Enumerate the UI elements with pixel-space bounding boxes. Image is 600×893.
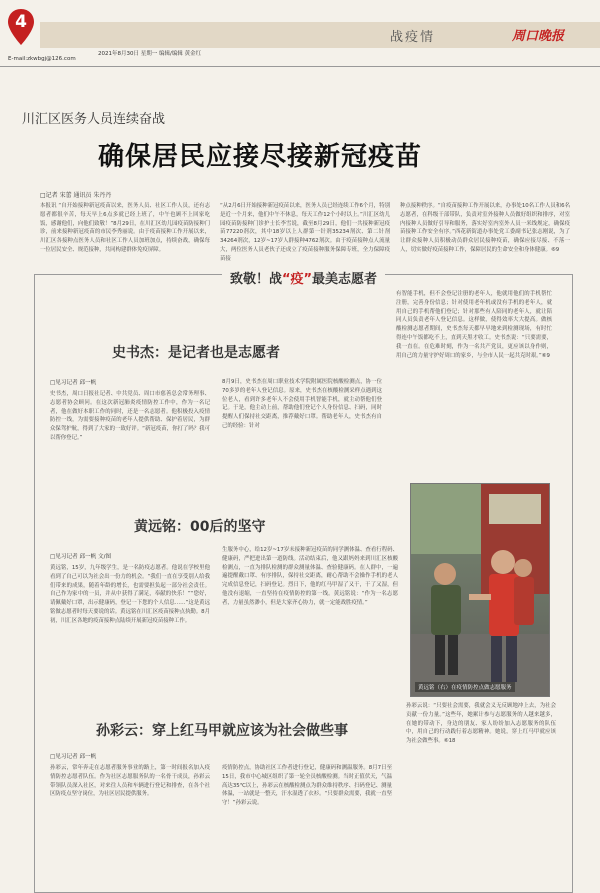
story3-byline: □见习记者 邱一帆 [50, 754, 97, 760]
story3-column: 疫情防控点，协助社区工作者进行登记，健康码和测温服务。8月7日至15日，我市中心城区组织了第一轮全员核酸检测。当时正值伏天，气温高达35℃以上，孙彩云在核酸检测点为群众维持秩序、扫码登记、测量体温，一站就是一整天，汗水湿透了衣衫。“只要群众需要，我就一直坚守！”孙彩云说。 [222, 765, 392, 807]
lead-byline: □记者 宋蕾 通讯员 朱丹丹 [40, 192, 112, 199]
story2-byline: □见习记者 邱一帆 文/图 [50, 554, 112, 560]
story3-title: 孙彩云：穿上红马甲就应该为社会做些事 [96, 723, 348, 739]
newspaper-brand: 周口晚报 [512, 29, 565, 44]
story1-column: 有智能手机，但不会登记注册的老年人，他就用他们的手机帮忙注册，完善身份信息；针对使用老年机或没有手机的老年人，就用自己的手机帮他们登记；针对那些有人陪同的老年人，就让陪同人员负责老年人登记信息。这样做，使得效率大大提高。做核酸检测志愿者期间，史书杰每天都早早地来到检测现场，有时忙得连中午饭都吃不上，直到天黑才收工。史书杰说：“只要需要，我一直在。在危难时刻，作为一名共产党员，更应该以身作则，用自己的力量守护好周口的家乡，与全市人民一起共克时艰。”⑥9 [396, 291, 552, 359]
header-divider [0, 66, 600, 67]
feature-title-quote: “疫” [281, 272, 313, 287]
issue-date: 2021年8月30日 星期一 编辑/编辑 黄金红 [98, 51, 202, 57]
story1-column: 史书杰，周口日报社记者、中共党员、周口市慈善总会常务理事、志愿者协会顾问。在这次新冠肺炎疫情防控工作中，作为一名记者，他在做好本职工作的同时，还是一名志愿者。他积极投入疫情防控一线，为需要接种疫苗的老年人提供帮助、保护着居民，为群众保驾护航，得到了大家的一致好评。“新冠疫苗，你打了吗？我可以帮你登记。” [50, 391, 210, 441]
story2-column: 生服务中心，给12岁~17岁未接种新冠疫苗的同学测体温、查看行程码、健康码，严把进出第一道防线。活动结束后，他又跟妈妈来到川汇区核酸检测点，一直为排队检测的群众测量体温、查验健康码。在人群中，一遍遍提醒戴口罩、有序排队，保持社交距离，耐心帮助不会操作手机的老人完成信息登记，扫码登记。烈日下，他的红马甲湿了又干，干了又湿，但他没有退缩，一直坚持在疫情防控的第一线。黄远铭说：“作为一名志愿者，力量虽然渺小，但是大家齐心协力，就一定能战胜疫情。” [222, 547, 398, 606]
lead-column: 种点接种秩序。“自疫苗接种工作开展以来，办事处10名工作人员和6名志愿者，在科级干部带队，负责对室外接种人员做好组织和排序，对室内接种人员做好引导和服务，落实好室内室外人员一米线规定，确保疫苗接种工作安全有序。”西花新街道办事处党工委副书记张志刚说，为了让群众接种人员积极动员群众居民接种疫苗，确保应接尽接、不落一人，切实做好疫苗接种工作，保障居民的生命安全和身体健康。⑥9 [400, 203, 570, 253]
feature-title-prefix: 致敬！战 [229, 272, 282, 287]
story3-column: 孙彩云说：“只要社会需要，我就会义无反顾地冲上去，为社会贡献一份力量。”这些年，她累计参与志愿服务的人越来越多，在她的带动下，身边的朋友、家人纷纷加入志愿服务的队伍中，用自己的行动践行着志愿精神。她说，穿上红马甲就应该为社会做些事。⑥18 [406, 703, 556, 745]
page-number: 4 [15, 12, 27, 32]
feature-title-suffix: 最美志愿者 [312, 272, 378, 287]
lead-body [40, 202, 570, 270]
photo-caption: 黄远铭（右）在疫情防控点做志愿服务 [415, 682, 515, 692]
story3-column: 孙彩云，常年奔走在志愿者服务事业的路上，第一时间报名加入疫情防控志愿者队伍。作为社区志愿服务队的一名骨干成员，孙彩云带领队员深入社区，对来往人员和车辆进行登记和排查，在各个社区防疫点坚守岗位，为社区居民提供服务。 [50, 765, 210, 798]
volunteer-photo [410, 483, 550, 697]
feature-title [35, 268, 572, 287]
lead-headline: 确保居民应接尽接新冠疫苗 [98, 142, 423, 172]
section-name: 战疫情 [390, 30, 436, 45]
lead-kicker: 川汇区医务人员连续奋战 [22, 112, 166, 127]
story2-title: 黄远铭：00后的坚守 [134, 519, 266, 535]
volunteer-photo-image [411, 484, 549, 696]
story1-title: 史书杰：是记者也是志愿者 [112, 345, 280, 361]
page-number-badge [6, 8, 36, 46]
story1-byline: □见习记者 邱一帆 [50, 380, 97, 386]
contact-email: E-mail:zkwbgj@126.com [8, 56, 76, 62]
page-header [0, 0, 600, 68]
lead-column: 本报讯 “自开始接种新冠疫苗以来，医务人员、社区工作人员，还有志愿者都很辛苦，每天早上6点多就已经上班了，中午也顾不上回家吃饭，感谢他们，向他们致敬！”8月29日，在川汇区幼儿园疫苗防接种门诊，前来接种新冠疫苗的市民李秀丽说。由于疫苗接种工作开展以来，川汇区各接种点医务人员和社区工作人员加班加点，持续奋战，确保每一位居民安全、规范接种，共同构建群体免疫屏障。 [40, 203, 210, 253]
story2-column: 黄远铭，15岁，九年级学生，是一名防疫志愿者。他说在学校里他看到了自己可以为社会出一份力的机会。“我们一直在享受别人给我们带来的成果，随着年龄的增长，也需要担负起一部分社会责任。自己作为家中的一员，并从中获得了满足，奉献的快乐！”“您好，请佩戴好口罩，出示健康码，登记一下您的个人信息……”这是黄远铭做志愿者时每天要说的话。黄远铭在川汇区疫苗接种点执勤。8月初，川汇区各地的疫苗接种点陆续开展新冠疫苗接种工作。 [50, 565, 210, 624]
story1-column: 8月9日，史书杰在周口职业技术学院附属医院核酸检测点，协一位70多岁的老年人登记信息。原来，史书杰在核酸检测采样点遇到这位老人，看到许多老年人不会使用手机智能手机，就主动帮他们登记。于是，他主动上前，帮助他们登记个人身份信息、扫码，同时提醒人们保持社交距离，推荐戴好口罩。帮助老年人，史书杰有自己的经验：针对 [222, 379, 382, 429]
lead-column: “从2月6日开始接种新冠疫苗以来，医务人员已经连续工作6个月，特别是近一个月来，他们中午不休息，每天工作12个小时以上。”川汇区幼儿园疫苗防接种门诊护士长李雪说，截至8月29日，他们一共接种新冠疫苗77220剂次，其中18岁以上人群第一针剂35234剂次、第二针剂34264剂次，12岁~17岁人群接种4762剂次。由于疫苗接种点人流量大，两位医务人员老伙子还成立了疫苗接种服务保障专班，全力保障疫苗接 [220, 203, 390, 262]
